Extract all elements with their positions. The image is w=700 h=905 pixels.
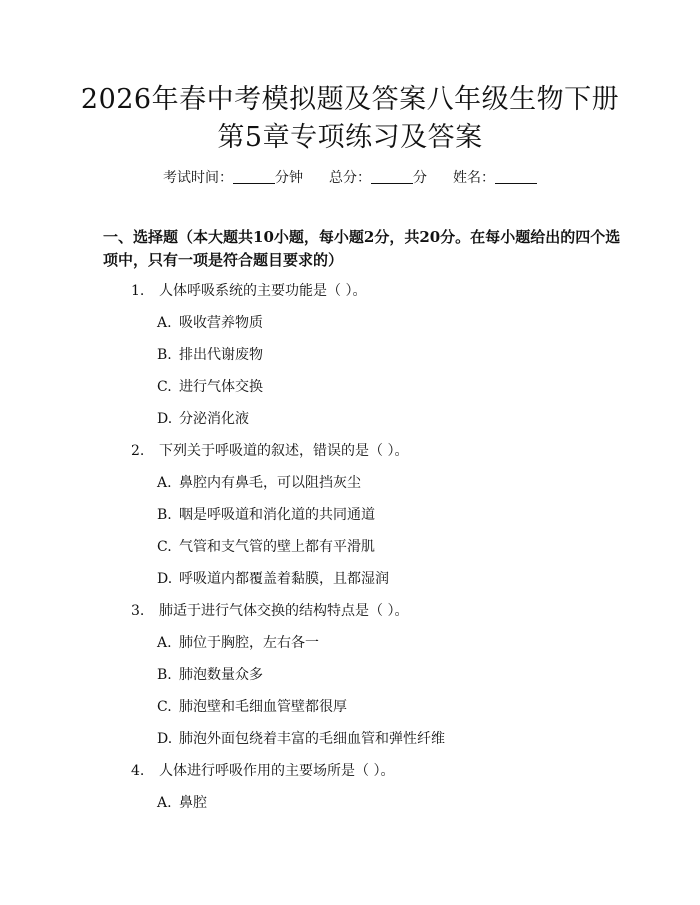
option-text: 鼻腔 [179, 795, 207, 811]
question-4-option-a [157, 793, 587, 813]
question-3-option-b [157, 665, 587, 685]
exam-info-row [0, 168, 700, 188]
question-number: 1. [131, 283, 145, 299]
question-3-option-c [157, 697, 587, 717]
option-text: 肺泡外面包绕着丰富的毛细血管和弹性纤维 [179, 731, 445, 747]
option-letter: A. [157, 795, 172, 811]
question-3 [131, 601, 591, 621]
question-2-option-b [157, 505, 587, 525]
option-text: 吸收营养物质 [179, 315, 263, 331]
question-number: 4. [131, 763, 145, 779]
total-score-blank [371, 169, 413, 184]
total-score-field [329, 170, 427, 186]
name-field [453, 170, 537, 186]
option-text: 咽是呼吸道和消化道的共同通道 [179, 507, 375, 523]
name-blank [495, 169, 537, 184]
option-letter: A. [157, 315, 172, 331]
question-3-option-d [157, 729, 587, 749]
question-1-option-a [157, 313, 587, 333]
option-letter: A. [157, 635, 172, 651]
option-text: 肺位于胸腔，左右各一 [179, 635, 319, 651]
option-letter: D. [157, 731, 173, 747]
question-text: 肺适于进行气体交换的结构特点是（ ）。 [159, 603, 409, 619]
question-2-option-d [157, 569, 587, 589]
document-title-line-2: 第5章专项练习及答案 [217, 122, 483, 153]
question-text: 人体进行呼吸作用的主要场所是（ ）。 [159, 763, 395, 779]
question-1 [131, 281, 591, 301]
option-text: 鼻腔内有鼻毛，可以阻挡灰尘 [179, 475, 361, 491]
option-letter: B. [157, 667, 172, 683]
name-label: 姓名： [453, 170, 495, 186]
option-text: 呼吸道内都覆盖着黏膜，且都湿润 [179, 571, 389, 587]
section-heading-line-1: 一、选择题（本大题共10小题，每小题2分，共20分。在每小题给出的四个选 [103, 228, 621, 246]
question-1-option-b [157, 345, 587, 365]
option-letter: C. [157, 699, 172, 715]
question-3-option-a [157, 633, 587, 653]
option-text: 肺泡壁和毛细血管壁都很厚 [179, 699, 347, 715]
question-4 [131, 761, 591, 781]
option-text: 肺泡数量众多 [179, 667, 263, 683]
section-heading [103, 226, 621, 272]
question-2-option-c [157, 537, 587, 557]
option-letter: C. [157, 379, 172, 395]
option-text: 气管和支气管的壁上都有平滑肌 [179, 539, 375, 555]
option-letter: C. [157, 539, 172, 555]
document-title-line-1: 2026年春中考模拟题及答案八年级生物下册 [80, 84, 620, 115]
option-letter: D. [157, 571, 173, 587]
section-heading-line-2: 项中，只有一项是符合题目要求的） [103, 251, 344, 269]
total-score-label: 总分： [329, 170, 371, 186]
option-text: 排出代谢废物 [179, 347, 263, 363]
exam-time-blank [233, 169, 275, 184]
total-score-unit: 分 [413, 170, 427, 186]
question-2 [131, 441, 591, 461]
option-text: 分泌消化液 [179, 411, 249, 427]
option-letter: D. [157, 411, 173, 427]
question-number: 2. [131, 443, 145, 459]
question-1-option-d [157, 409, 587, 429]
option-text: 进行气体交换 [179, 379, 263, 395]
option-letter: B. [157, 347, 172, 363]
option-letter: B. [157, 507, 172, 523]
question-text: 下列关于呼吸道的叙述，错误的是（ ）。 [159, 443, 409, 459]
question-number: 3. [131, 603, 145, 619]
option-letter: A. [157, 475, 172, 491]
question-2-option-a [157, 473, 587, 493]
question-1-option-c [157, 377, 587, 397]
exam-time-label: 考试时间： [163, 170, 233, 186]
exam-time-unit: 分钟 [275, 170, 303, 186]
question-text: 人体呼吸系统的主要功能是（ ）。 [159, 283, 367, 299]
exam-time-field [163, 170, 303, 186]
